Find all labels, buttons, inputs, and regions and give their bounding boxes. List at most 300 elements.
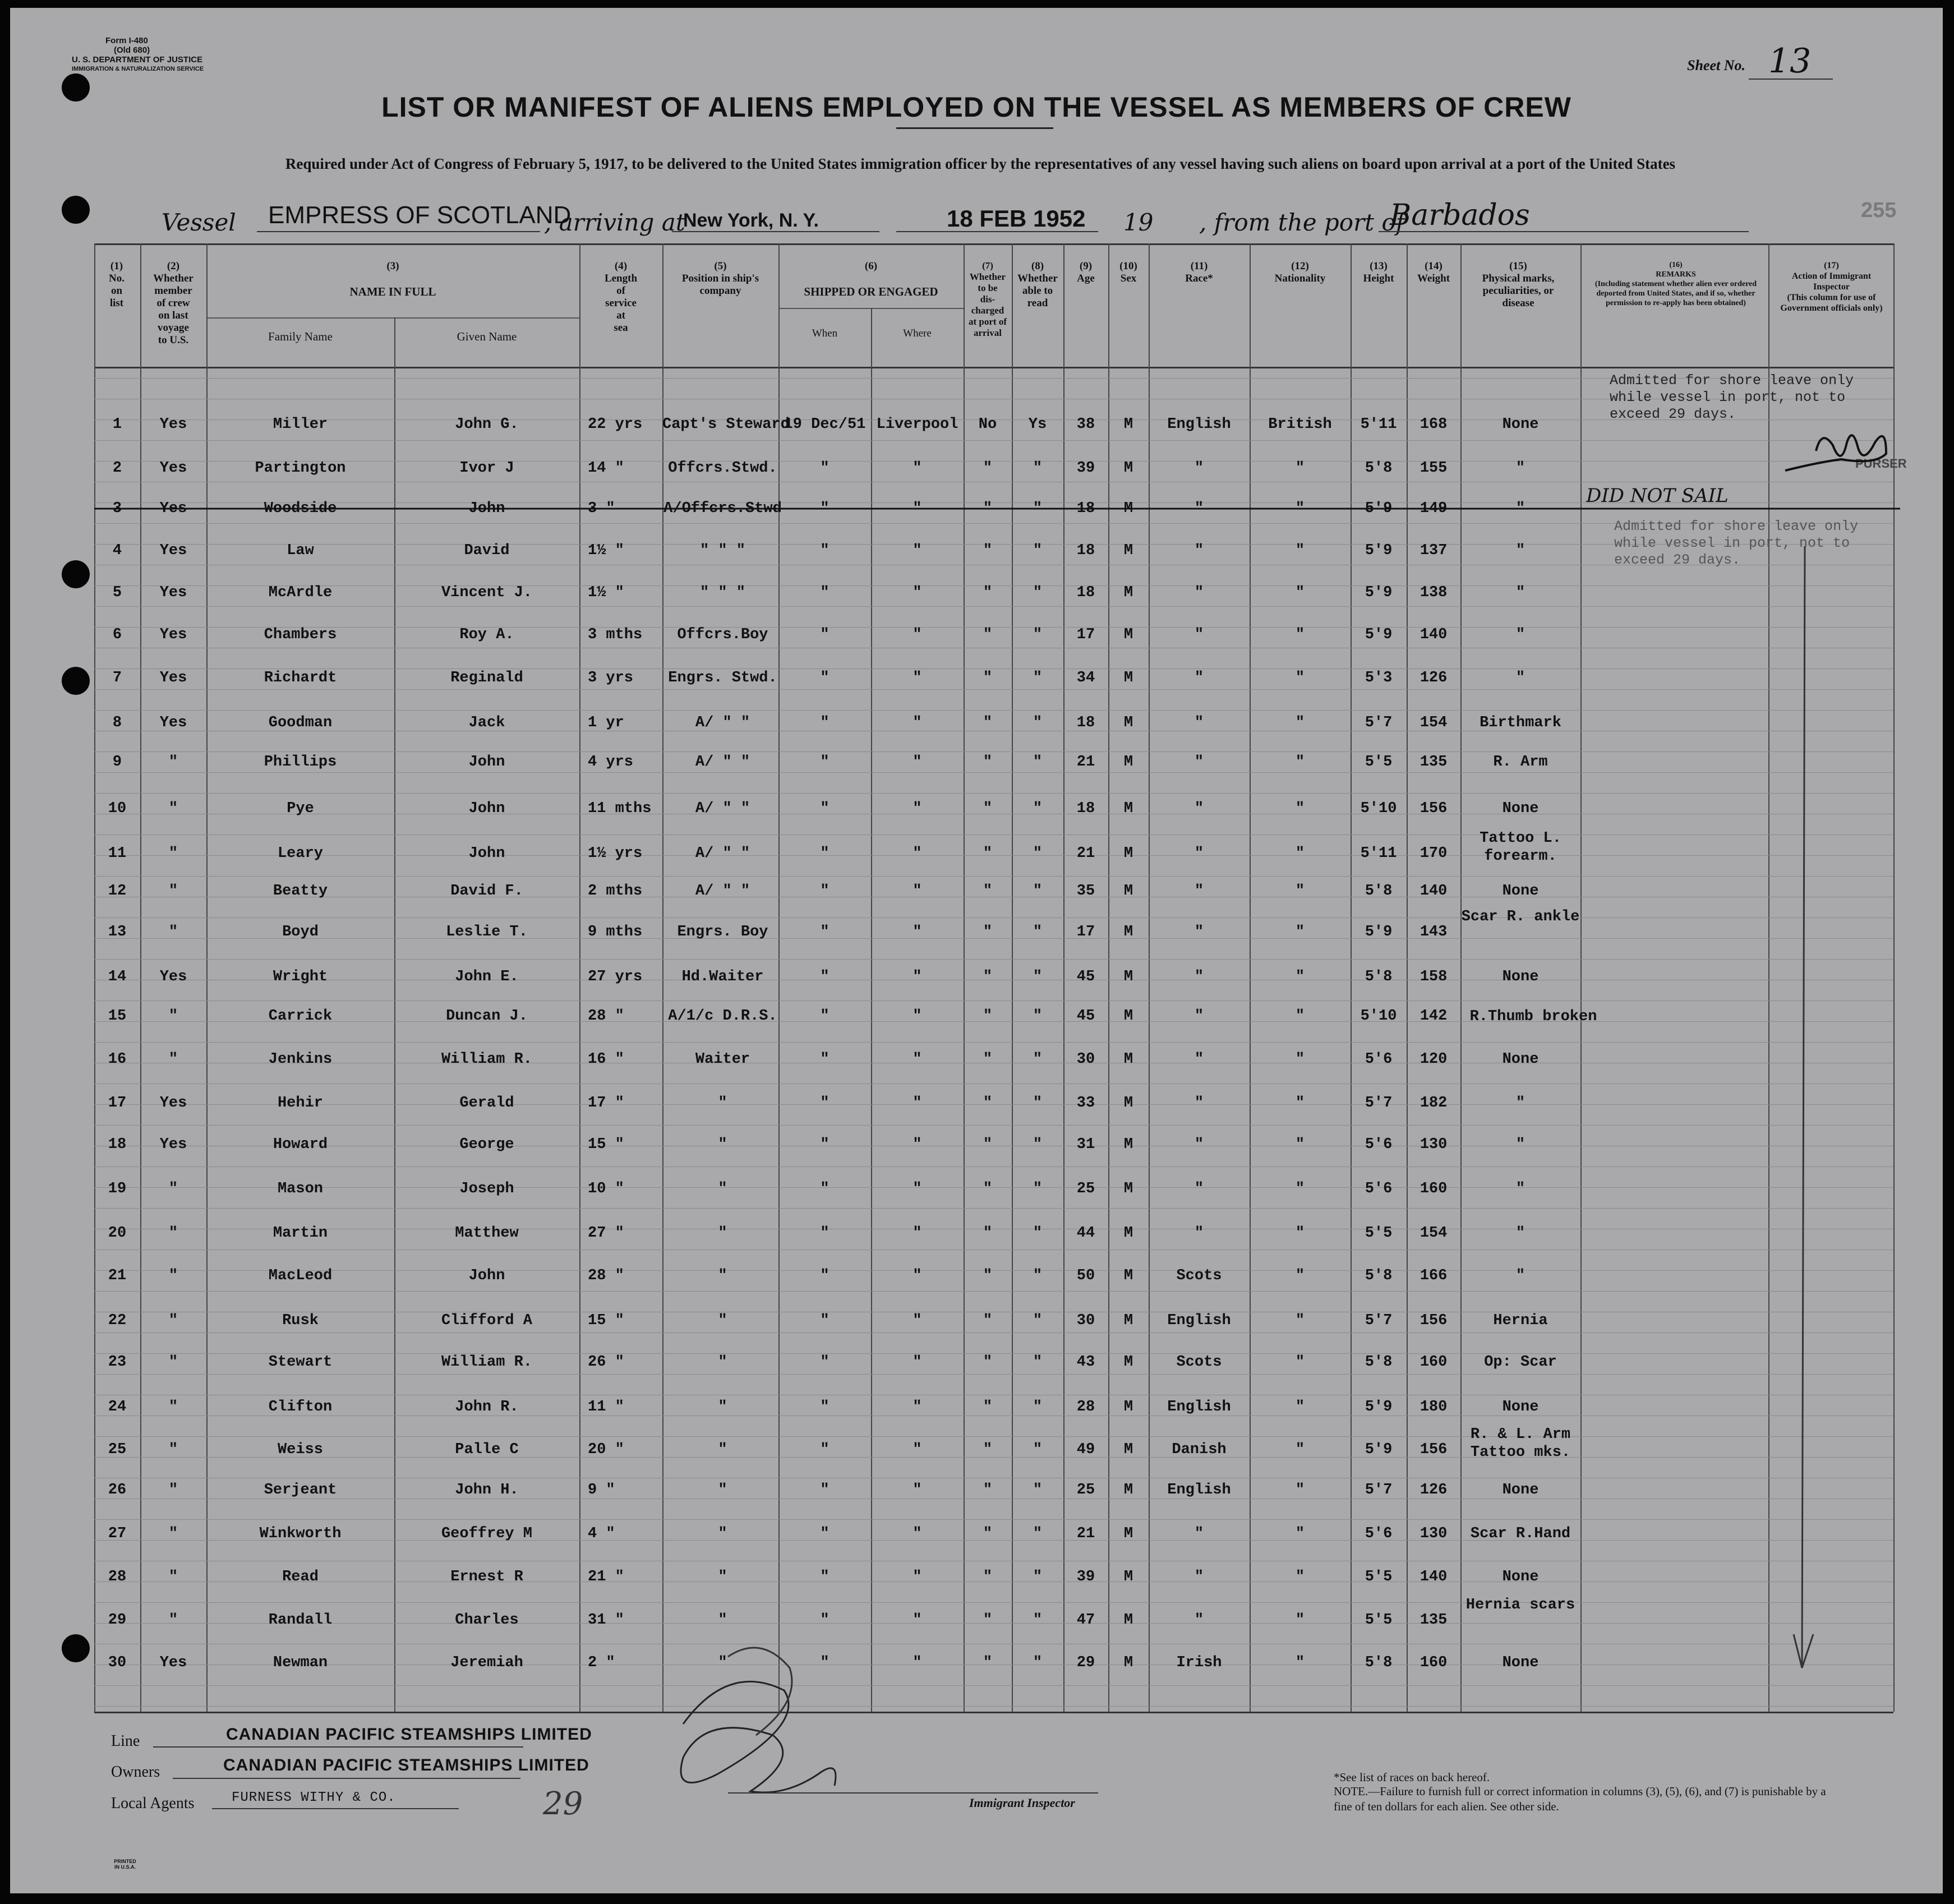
cell-able-read: " [1033, 1354, 1043, 1371]
cell-age: 39 [1076, 1569, 1095, 1585]
cell-age: 17 [1076, 626, 1095, 643]
cell-list-number: 15 [108, 1008, 127, 1025]
cell-list-number: 12 [108, 883, 127, 900]
cell-height: 5'7 [1365, 1312, 1393, 1329]
cell-physical-marks: None [1502, 416, 1539, 433]
cell-service-length: 28 " [588, 1267, 624, 1284]
cell-physical-marks: Scar R.Hand [1470, 1525, 1571, 1542]
header-sex: (10) Sex [1119, 260, 1137, 284]
cell-weight: 130 [1420, 1136, 1448, 1153]
cell-family-name: Hehir [277, 1095, 323, 1112]
cell-shipped-where: " [913, 1051, 922, 1068]
cell-age: 29 [1076, 1654, 1095, 1671]
cell-position: " [718, 1225, 727, 1242]
cell-nationality: " [1295, 1225, 1305, 1242]
cell-age: 30 [1076, 1312, 1095, 1329]
cell-shipped-when: " [820, 1525, 829, 1542]
cell-weight: 149 [1420, 500, 1448, 517]
cell-family-name: Martin [273, 1225, 328, 1242]
cell-service-length: 3 " [588, 500, 615, 517]
cell-height: 5'9 [1365, 584, 1393, 601]
cell-discharged: " [983, 1051, 993, 1068]
cell-position: Engrs. Boy [677, 924, 768, 941]
cell-list-number: 14 [108, 969, 127, 985]
cell-race: Irish [1176, 1654, 1222, 1671]
cell-discharged: " [983, 1441, 993, 1458]
cell-shipped-when: " [820, 754, 829, 771]
cell-list-number: 23 [108, 1354, 127, 1371]
agents-value: FURNESS WITHY & CO. [232, 1790, 396, 1805]
cell-position: " [718, 1525, 727, 1542]
cell-nationality: " [1295, 670, 1305, 686]
cell-family-name: Boyd [282, 924, 319, 941]
cell-given-name: John [468, 754, 505, 771]
cell-age: 18 [1076, 800, 1095, 817]
cell-service-length: 21 " [588, 1569, 624, 1585]
line-label: Line [111, 1732, 140, 1750]
cell-shipped-when: " [820, 670, 829, 686]
cell-family-name: Rusk [282, 1312, 319, 1329]
cell-given-name: William R. [441, 1051, 533, 1068]
header-remarks: (16) REMARKS (Including statement whether alien ever ordered deported from United States, and if so, whether permission to re-apply has been obtained) [1594, 261, 1757, 307]
cell-family-name: Read [282, 1569, 319, 1585]
header-age: (9) Age [1077, 260, 1095, 284]
cell-discharged: " [983, 800, 993, 817]
cell-position: Offcrs.Stwd. [668, 460, 777, 477]
cell-shipped-where: " [913, 714, 922, 731]
cell-weight: 135 [1420, 754, 1448, 771]
cell-shipped-where: " [913, 500, 922, 517]
cell-shipped-when: " [820, 626, 829, 643]
cell-able-read: " [1033, 969, 1043, 985]
cell-able-read: " [1033, 1136, 1043, 1153]
cell-nationality: " [1295, 1482, 1305, 1499]
header-when: When [812, 328, 838, 339]
cell-shipped-where: " [913, 1399, 922, 1416]
cell-service-length: 27 yrs [588, 969, 643, 985]
arriving-label: , arriving at [544, 209, 685, 236]
cell-discharged: " [983, 1654, 993, 1671]
cell-given-name: David F. [450, 883, 523, 900]
cell-able-read: " [1033, 670, 1043, 686]
cell-discharged: " [983, 883, 993, 900]
cell-able-read: " [1033, 800, 1043, 817]
cell-position: " [718, 1482, 727, 1499]
cell-nationality: " [1295, 1399, 1305, 1416]
cell-shipped-when: " [820, 542, 829, 559]
cell-nationality: " [1295, 1051, 1305, 1068]
cell-discharged: " [983, 1312, 993, 1329]
cell-able-read: " [1033, 754, 1043, 771]
cell-last-voyage: " [168, 883, 178, 900]
cell-given-name: John R. [455, 1399, 519, 1416]
cell-service-length: 26 " [588, 1354, 624, 1371]
page-title: LIST OR MANIFEST OF ALIENS EMPLOYED ON THE VESSEL AS MEMBERS OF CREW [381, 91, 1572, 123]
cell-nationality: " [1295, 626, 1305, 643]
cell-given-name: David [464, 542, 510, 559]
purser-stamp: PURSER [1855, 457, 1907, 471]
page-subtitle: Required under Act of Congress of February 5, 1917, to be delivered to the United States immigration officer by the representatives of any vessel having such aliens on board upon arrival at a port of the United States [285, 155, 1676, 172]
cell-nationality: " [1295, 460, 1305, 477]
cell-family-name: Weiss [277, 1441, 323, 1458]
cell-service-length: 1½ yrs [588, 845, 643, 862]
cell-height: 5'11 [1360, 845, 1397, 862]
form-old-number: (Old 680) [114, 45, 150, 55]
cell-race: English [1167, 1482, 1231, 1499]
cell-list-number: 9 [112, 754, 122, 771]
cell-sex: M [1123, 1612, 1133, 1629]
cell-list-number: 22 [108, 1312, 127, 1329]
cell-last-voyage: " [168, 754, 178, 771]
cell-discharged: " [983, 845, 993, 862]
cell-age: 34 [1076, 670, 1095, 686]
from-port-label: , from the port of [1199, 209, 1405, 236]
cell-age: 17 [1076, 924, 1095, 941]
cell-list-number: 3 [112, 500, 122, 517]
cell-given-name: John E. [455, 969, 519, 985]
cell-discharged: " [983, 1354, 993, 1371]
cell-race: " [1194, 626, 1204, 643]
cell-shipped-when: " [820, 714, 829, 731]
cell-sex: M [1123, 542, 1133, 559]
purser-signature [1785, 435, 1886, 471]
cell-discharged: " [983, 1399, 993, 1416]
cell-given-name: Jeremiah [450, 1654, 523, 1671]
cell-shipped-where: " [913, 542, 922, 559]
cell-family-name: Chambers [264, 626, 337, 643]
cell-physical-marks: None [1502, 883, 1539, 900]
manifest-page [10, 8, 1943, 1893]
owners-underline [173, 1778, 520, 1779]
cell-height: 5'8 [1365, 1654, 1393, 1671]
cell-position: " [718, 1654, 727, 1671]
cell-sex: M [1123, 1225, 1133, 1242]
cell-last-voyage: " [168, 1569, 178, 1585]
cell-given-name: Leslie T. [446, 924, 528, 941]
cell-age: 18 [1076, 584, 1095, 601]
owners-value: CANADIAN PACIFIC STEAMSHIPS LIMITED [223, 1756, 589, 1774]
cell-physical-marks: None [1502, 1399, 1539, 1416]
cell-weight: 140 [1420, 1569, 1448, 1585]
cell-discharged: " [983, 542, 993, 559]
cell-age: 45 [1076, 1008, 1095, 1025]
cell-age: 45 [1076, 969, 1095, 985]
cell-shipped-where: " [913, 1095, 922, 1112]
owners-label: Owners [111, 1763, 160, 1781]
cell-position: " [718, 1354, 727, 1371]
cell-last-voyage: " [168, 1354, 178, 1371]
cell-service-length: 10 " [588, 1181, 624, 1197]
cell-position: Engrs. Stwd. [668, 670, 777, 686]
cell-age: 25 [1076, 1181, 1095, 1197]
cell-list-number: 29 [108, 1612, 127, 1629]
cell-service-length: 17 " [588, 1095, 624, 1112]
cell-weight: 155 [1420, 460, 1448, 477]
cell-physical-marks: " [1515, 500, 1526, 517]
cell-height: 5'9 [1365, 1399, 1393, 1416]
agents-underline [212, 1808, 459, 1809]
cell-family-name: Howard [273, 1136, 328, 1153]
cell-service-length: 15 " [588, 1136, 624, 1153]
cell-able-read: " [1033, 584, 1043, 601]
form-number: Form I-480 [105, 36, 148, 45]
header-race: (11) Race* [1185, 260, 1213, 284]
cell-weight: 170 [1420, 845, 1448, 862]
cell-shipped-where: " [913, 460, 922, 477]
cell-sex: M [1123, 1525, 1133, 1542]
cell-able-read: " [1033, 1654, 1043, 1671]
cell-age: 31 [1076, 1136, 1095, 1153]
cell-shipped-when: " [820, 1441, 829, 1458]
cell-list-number: 25 [108, 1441, 127, 1458]
cell-able-read: " [1033, 1051, 1043, 1068]
cell-race: " [1194, 542, 1204, 559]
cell-age: 33 [1076, 1095, 1095, 1112]
cell-age: 39 [1076, 460, 1095, 477]
cell-position: A/ " " [695, 845, 750, 862]
header-physical-marks: (15) Physical marks, peculiarities, or disease [1482, 260, 1555, 309]
remark-shore-leave-3: exceed 29 days. [1610, 406, 1736, 422]
cell-physical-marks: Tattoo L. forearm. [1480, 830, 1561, 865]
cell-last-voyage: " [168, 1051, 178, 1068]
cell-physical-marks: " [1515, 626, 1526, 643]
cell-position: " [718, 1569, 727, 1585]
cell-given-name: John G. [455, 416, 519, 433]
cell-nationality: " [1295, 969, 1305, 985]
cell-service-length: 16 " [588, 1051, 624, 1068]
cell-sex: M [1123, 1441, 1133, 1458]
cell-race: " [1194, 800, 1204, 817]
cell-height: 5'5 [1365, 754, 1393, 771]
cell-height: 5'8 [1365, 460, 1393, 477]
cell-service-length: 3 yrs [588, 670, 634, 686]
cell-given-name: Ernest R [450, 1569, 523, 1585]
cell-list-number: 7 [112, 670, 122, 686]
cell-race: " [1194, 1095, 1204, 1112]
cell-height: 5'6 [1365, 1181, 1393, 1197]
cell-family-name: Beatty [273, 883, 328, 900]
cell-list-number: 6 [112, 626, 122, 643]
cell-able-read: " [1033, 626, 1043, 643]
cell-last-voyage: " [168, 924, 178, 941]
inspector-label: Immigrant Inspector [969, 1796, 1075, 1810]
cell-sex: M [1123, 416, 1133, 433]
cell-race: " [1194, 670, 1204, 686]
cell-sex: M [1123, 1181, 1133, 1197]
cell-shipped-where: " [913, 1612, 922, 1629]
cell-race: " [1194, 754, 1204, 771]
cell-age: 35 [1076, 883, 1095, 900]
cell-height: 5'5 [1365, 1225, 1393, 1242]
cell-height: 5'9 [1365, 1441, 1393, 1458]
cell-sex: M [1123, 584, 1133, 601]
cell-height: 5'5 [1365, 1569, 1393, 1585]
cell-able-read: " [1033, 1095, 1043, 1112]
cell-nationality: " [1295, 800, 1305, 817]
cell-able-read: " [1033, 460, 1043, 477]
cell-shipped-when: " [820, 800, 829, 817]
header-name-number: (3) [386, 260, 399, 272]
cell-sex: M [1123, 1095, 1133, 1112]
cell-discharged: " [983, 1569, 993, 1585]
cell-given-name: Geoffrey M [441, 1525, 533, 1542]
cell-physical-marks: " [1515, 1267, 1526, 1284]
cell-age: 43 [1076, 1354, 1095, 1371]
cell-physical-marks: None [1502, 969, 1539, 985]
cell-family-name: Stewart [268, 1354, 333, 1371]
cell-height: 5'8 [1365, 883, 1393, 900]
cell-given-name: Palle C [455, 1441, 519, 1458]
cell-last-voyage: " [168, 845, 178, 862]
cell-position: " [718, 1181, 727, 1197]
cell-last-voyage: " [168, 1267, 178, 1284]
cell-able-read: " [1033, 1569, 1043, 1585]
cell-position: " [718, 1136, 727, 1153]
cell-able-read: " [1033, 1267, 1043, 1284]
header-weight: (14) Weight [1417, 260, 1450, 284]
cell-race: " [1194, 883, 1204, 900]
cell-race: " [1194, 924, 1204, 941]
cell-discharged: " [983, 500, 993, 517]
cell-race: " [1194, 500, 1204, 517]
cell-age: 50 [1076, 1267, 1095, 1284]
header-service: (4) Length of service at sea [604, 260, 638, 334]
from-port: Barbados [1390, 199, 1530, 232]
cell-last-voyage: Yes [159, 500, 187, 517]
cell-age: 18 [1076, 542, 1095, 559]
cell-last-voyage: " [168, 1225, 178, 1242]
cell-last-voyage: Yes [159, 626, 187, 643]
agents-label: Local Agents [111, 1795, 195, 1812]
cell-physical-marks: " [1515, 542, 1526, 559]
cell-family-name: Serjeant [264, 1482, 337, 1499]
cell-family-name: Leary [277, 845, 323, 862]
cell-family-name: Clifton [268, 1399, 333, 1416]
cell-given-name: John [468, 500, 505, 517]
cell-shipped-when: " [820, 883, 829, 900]
cell-sex: M [1123, 1482, 1133, 1499]
cell-physical-marks: Scar R. ankle [1461, 909, 1580, 925]
cell-nationality: " [1295, 1654, 1305, 1671]
cell-sex: M [1123, 1312, 1133, 1329]
cell-discharged: " [983, 460, 993, 477]
cell-physical-marks: " [1515, 460, 1526, 477]
cell-weight: 166 [1420, 1267, 1448, 1284]
handwriting-overlay [10, 8, 1943, 1893]
cell-weight: 156 [1420, 1312, 1448, 1329]
cell-shipped-when: " [820, 1051, 829, 1068]
cell-physical-marks: Op: Scar [1484, 1354, 1557, 1371]
cell-given-name: Gerald [459, 1095, 514, 1112]
header-no: (1) No. on list [109, 260, 125, 309]
cell-race: " [1194, 1136, 1204, 1153]
cell-family-name: Randall [268, 1612, 333, 1629]
cell-race: English [1167, 1399, 1231, 1416]
cell-height: 5'8 [1365, 1354, 1393, 1371]
cell-discharged: " [983, 670, 993, 686]
cell-able-read: " [1033, 1312, 1043, 1329]
cell-service-length: 1 yr [588, 714, 624, 731]
cell-given-name: Vincent J. [441, 584, 533, 601]
cell-nationality: " [1295, 1095, 1305, 1112]
cell-last-voyage: " [168, 1525, 178, 1542]
cell-physical-marks: None [1502, 800, 1539, 817]
cell-shipped-when: " [820, 845, 829, 862]
cell-nationality: " [1295, 924, 1305, 941]
cell-given-name: John H. [455, 1482, 519, 1499]
cell-list-number: 27 [108, 1525, 127, 1542]
cell-position: Capt's Steward [662, 416, 790, 433]
cell-weight: 135 [1420, 1612, 1448, 1629]
inspector-signature [681, 1681, 836, 1792]
cell-discharged: " [983, 1267, 993, 1284]
cell-shipped-where: " [913, 1267, 922, 1284]
cell-age: 30 [1076, 1051, 1095, 1068]
cell-service-length: 9 " [588, 1482, 615, 1499]
cell-physical-marks: Hernia [1493, 1312, 1548, 1329]
cell-shipped-when: " [820, 584, 829, 601]
cell-weight: 160 [1420, 1181, 1448, 1197]
cell-nationality: " [1295, 1312, 1305, 1329]
cell-shipped-when: " [820, 1181, 829, 1197]
cell-position: " [718, 1399, 727, 1416]
header-last-voyage: (2) Whether member of crew on last voyage to U.S. [153, 260, 193, 346]
cell-weight: 120 [1420, 1051, 1448, 1068]
cell-service-length: 11 " [588, 1399, 624, 1416]
cell-shipped-where: " [913, 754, 922, 771]
cell-race: " [1194, 969, 1204, 985]
cell-last-voyage: Yes [159, 714, 187, 731]
cell-weight: 130 [1420, 1525, 1448, 1542]
cell-race: " [1194, 714, 1204, 731]
cell-age: 47 [1076, 1612, 1095, 1629]
cell-shipped-where: " [913, 845, 922, 862]
cell-sex: M [1123, 714, 1133, 731]
cell-family-name: Woodside [264, 500, 337, 517]
cell-given-name: John [468, 845, 505, 862]
inspector-underline [728, 1792, 1098, 1794]
cell-weight: 160 [1420, 1354, 1448, 1371]
cell-height: 5'8 [1365, 1267, 1393, 1284]
cell-race: " [1194, 1569, 1204, 1585]
cell-height: 5'5 [1365, 1612, 1393, 1629]
cell-sex: M [1123, 845, 1133, 862]
remark-shore-leave-6: exceed 29 days. [1614, 552, 1741, 568]
cell-race: " [1194, 1225, 1204, 1242]
header-family-name: Family Name [268, 330, 333, 343]
cell-given-name: Duncan J. [446, 1008, 528, 1025]
cell-discharged: " [983, 626, 993, 643]
cell-shipped-where: " [913, 670, 922, 686]
cell-sex: M [1123, 1008, 1133, 1025]
cell-shipped-when: " [820, 1354, 829, 1371]
cell-service-length: 2 " [588, 1654, 615, 1671]
cell-list-number: 1 [112, 416, 122, 433]
sheet-label: Sheet No. [1687, 57, 1745, 73]
line-underline [153, 1746, 523, 1748]
cell-service-length: 14 " [588, 460, 624, 477]
cell-list-number: 13 [108, 924, 127, 941]
cell-nationality: " [1295, 1008, 1305, 1025]
cell-nationality: " [1295, 1612, 1305, 1629]
cell-weight: 138 [1420, 584, 1448, 601]
cell-physical-marks: None [1502, 1051, 1539, 1068]
cell-race: " [1194, 845, 1204, 862]
cell-able-read: " [1033, 542, 1043, 559]
printer-mark: PRINTED IN U.S.A. [114, 1859, 136, 1870]
cell-last-voyage: Yes [159, 542, 187, 559]
cell-position: A/ " " [695, 754, 750, 771]
